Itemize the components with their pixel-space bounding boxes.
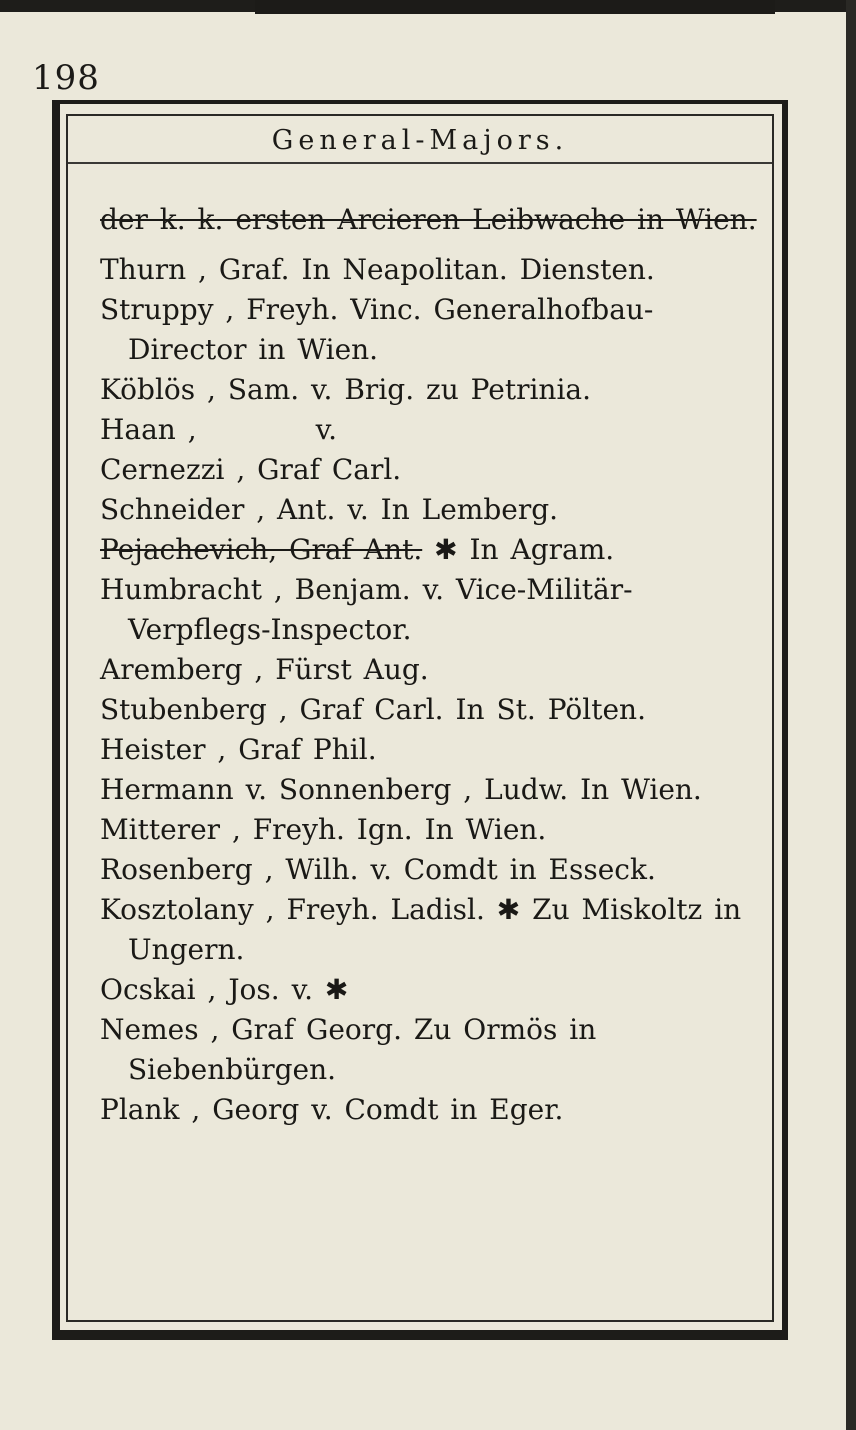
list-item: Plank , Georg v. Comdt in Eger. bbox=[100, 1093, 564, 1126]
list-item: Köblös , Sam. v. Brig. zu Petrinia. bbox=[100, 373, 592, 406]
page-number: 198 bbox=[32, 58, 100, 98]
section-header: General-Majors. bbox=[271, 125, 569, 156]
list-item: Nemes , Graf Georg. Zu Ormös in Siebenbürgen. bbox=[100, 1013, 597, 1086]
entry-list bbox=[100, 200, 760, 1130]
list-item: Hermann v. Sonnenberg , Ludw. In Wien. bbox=[100, 773, 702, 806]
page-edge-shadow bbox=[846, 0, 856, 1430]
list-item: Humbracht , Benjam. v. Vice-Militär-Verpflegs-Inspector. bbox=[100, 573, 633, 646]
header-rule bbox=[68, 162, 772, 164]
struck-heading: der k. k. ersten Arcieren Leibwache in Wien. bbox=[100, 203, 757, 236]
list-item: Cernezzi , Graf Carl. bbox=[100, 453, 402, 486]
struck-entry-remainder: ✱ In Agram. bbox=[422, 533, 615, 566]
struck-name: Pejachevich, Graf Ant. bbox=[100, 533, 423, 566]
list-item: Struppy , Freyh. Vinc. Generalhofbau-Director in Wien. bbox=[100, 293, 654, 366]
list-item: Haan , v. bbox=[100, 413, 338, 446]
list-item: Ocskai , Jos. v. ✱ bbox=[100, 973, 349, 1006]
list-item: Aremberg , Fürst Aug. bbox=[100, 653, 429, 686]
list-item: Heister , Graf Phil. bbox=[100, 733, 377, 766]
list-item: Schneider , Ant. v. In Lemberg. bbox=[100, 493, 559, 526]
list-item: Kosztolany , Freyh. Ladisl. ✱ Zu Miskoltz in Ungern. bbox=[100, 893, 742, 966]
list-item: Mitterer , Freyh. Ign. In Wien. bbox=[100, 813, 547, 846]
list-item: Rosenberg , Wilh. v. Comdt in Esseck. bbox=[100, 853, 656, 886]
page-top-shadow bbox=[255, 0, 775, 14]
list-item: Stubenberg , Graf Carl. In St. Pölten. bbox=[100, 693, 646, 726]
list-item-struck bbox=[100, 530, 760, 570]
list-item: Thurn , Graf. In Neapolitan. Diensten. bbox=[100, 253, 655, 286]
